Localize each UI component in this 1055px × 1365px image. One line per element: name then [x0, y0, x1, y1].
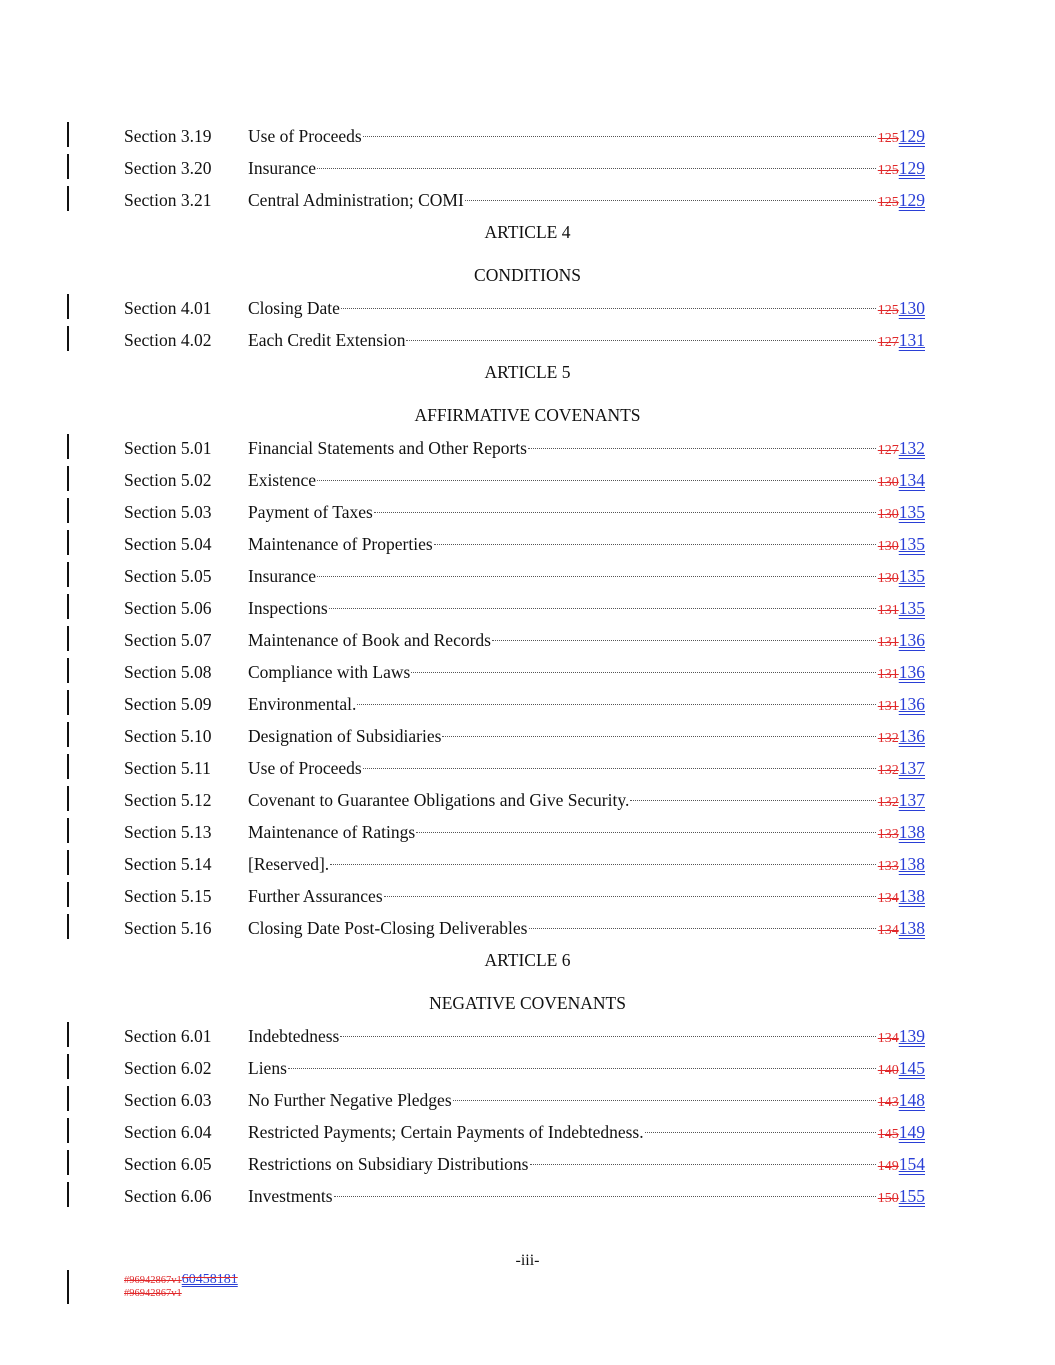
- section-number: Section 5.14: [124, 854, 212, 874]
- dot-leader: [334, 1196, 876, 1197]
- change-bar: [67, 850, 69, 875]
- change-bar: [67, 1022, 69, 1047]
- new-page-number[interactable]: 137: [898, 790, 925, 810]
- toc-row: [124, 692, 925, 716]
- section-number: Section 3.21: [124, 190, 212, 210]
- page-number: -iii-: [515, 1252, 540, 1269]
- toc-row: [124, 628, 925, 652]
- dot-leader: [434, 544, 876, 545]
- section-title[interactable]: Financial Statements and Other Reports: [248, 438, 527, 458]
- dot-leader: [529, 928, 876, 929]
- section-title[interactable]: Closing Date: [248, 298, 340, 318]
- change-bar: [67, 562, 69, 587]
- old-page-number: 132: [877, 731, 899, 746]
- section-number: Section 5.08: [124, 662, 212, 682]
- toc-row: [124, 296, 925, 320]
- old-page-number: 130: [877, 571, 899, 586]
- section-title[interactable]: Existence: [248, 470, 317, 490]
- old-page-number: 132: [877, 795, 899, 810]
- new-page-number[interactable]: 139: [898, 1026, 925, 1046]
- section-title[interactable]: Further Assurances: [248, 886, 383, 906]
- section-title[interactable]: Use of Proceeds: [248, 758, 362, 778]
- toc-row: [124, 724, 925, 748]
- new-page-number[interactable]: 136: [898, 726, 925, 746]
- old-page-number: 143: [877, 1095, 899, 1110]
- change-bar: [67, 466, 69, 491]
- old-doc-id: #96942867v1: [124, 1275, 182, 1286]
- change-bar: [67, 882, 69, 907]
- section-number: Section 6.01: [124, 1026, 212, 1046]
- dot-leader: [340, 1036, 875, 1037]
- section-title[interactable]: Compliance with Laws: [248, 662, 411, 682]
- change-bar: [67, 1054, 69, 1079]
- old-page-number: 134: [877, 891, 899, 906]
- change-bar: [67, 786, 69, 811]
- toc-row: [124, 328, 925, 352]
- toc-row: [124, 468, 925, 492]
- old-page-number: 127: [877, 443, 899, 458]
- toc-row: [124, 156, 925, 180]
- toc-row: [124, 1184, 925, 1208]
- new-page-number[interactable]: 131: [898, 330, 925, 350]
- new-doc-id: 60458181: [181, 1272, 238, 1287]
- section-number: Section 6.03: [124, 1090, 212, 1110]
- dot-leader: [453, 1100, 876, 1101]
- doc-id-line: [124, 1272, 238, 1288]
- dot-leader: [384, 896, 876, 897]
- old-page-number: 145: [877, 1127, 899, 1142]
- dot-leader: [317, 168, 876, 169]
- old-page-number: 125: [877, 303, 899, 318]
- change-bar: [67, 626, 69, 651]
- article-title: NEGATIVE COVENANTS: [429, 993, 626, 1013]
- section-title[interactable]: Maintenance of Book and Records: [248, 630, 491, 650]
- section-number: Section 6.06: [124, 1186, 212, 1206]
- section-title[interactable]: Payment of Taxes: [248, 502, 373, 522]
- dot-leader: [357, 704, 875, 705]
- section-title[interactable]: Indebtedness: [248, 1026, 340, 1046]
- toc-row: [124, 916, 925, 940]
- dot-leader: [416, 832, 876, 833]
- change-bar: [67, 1182, 69, 1207]
- old-page-number: 130: [877, 539, 899, 554]
- section-title[interactable]: Central Administration; COMI: [248, 190, 464, 210]
- toc-row: [124, 756, 925, 780]
- new-page-number[interactable]: 135: [898, 502, 925, 522]
- section-number: Section 5.12: [124, 790, 212, 810]
- section-title[interactable]: Liens: [248, 1058, 287, 1078]
- section-number: Section 5.03: [124, 502, 212, 522]
- dot-leader: [492, 640, 876, 641]
- section-number: Section 5.10: [124, 726, 212, 746]
- section-title[interactable]: Covenant to Guarantee Obligations and Give Security.: [248, 790, 630, 810]
- new-page-number[interactable]: 136: [898, 630, 925, 650]
- section-title[interactable]: Inspections: [248, 598, 328, 618]
- new-page-number[interactable]: 148: [898, 1090, 925, 1110]
- new-page-number[interactable]: 154: [898, 1154, 925, 1174]
- section-number: Section 5.01: [124, 438, 212, 458]
- section-number: Section 5.15: [124, 886, 212, 906]
- toc-row: [124, 596, 925, 620]
- change-bar: [67, 818, 69, 843]
- change-bar: [67, 1270, 69, 1304]
- section-title[interactable]: [Reserved].: [248, 854, 330, 874]
- new-page-number[interactable]: 129: [898, 126, 925, 146]
- section-title[interactable]: Maintenance of Ratings: [248, 822, 416, 842]
- section-number: Section 5.11: [124, 758, 211, 778]
- toc-row: [124, 788, 925, 812]
- change-bar: [67, 1118, 69, 1143]
- toc-row: [124, 188, 925, 212]
- new-page-number[interactable]: 155: [898, 1186, 925, 1206]
- new-page-number[interactable]: 137: [898, 758, 925, 778]
- change-bar: [67, 122, 69, 147]
- dot-leader: [530, 1164, 876, 1165]
- section-title[interactable]: Designation of Subsidiaries: [248, 726, 442, 746]
- old-page-number: 132: [877, 763, 899, 778]
- old-page-number: 127: [877, 335, 899, 350]
- new-page-number[interactable]: 136: [898, 694, 925, 714]
- section-number: Section 5.13: [124, 822, 212, 842]
- new-page-number[interactable]: 135: [898, 566, 925, 586]
- change-bar: [67, 326, 69, 351]
- toc-row: [124, 532, 925, 556]
- section-number: Section 6.04: [124, 1122, 212, 1142]
- toc-row: [124, 124, 925, 148]
- new-page-number[interactable]: 138: [898, 886, 925, 906]
- section-number: Section 5.05: [124, 566, 212, 586]
- section-title[interactable]: Investments: [248, 1186, 333, 1206]
- section-title[interactable]: Restricted Payments; Certain Payments of Indebtedness.: [248, 1122, 644, 1142]
- dot-leader: [363, 768, 876, 769]
- change-bar: [67, 754, 69, 779]
- article-heading: ARTICLE 5: [484, 362, 571, 382]
- change-bar: [67, 294, 69, 319]
- section-number: Section 5.16: [124, 918, 212, 938]
- change-bar: [67, 914, 69, 939]
- section-number: Section 5.04: [124, 534, 212, 554]
- change-bar: [67, 186, 69, 211]
- dot-leader: [363, 136, 876, 137]
- toc-row: [124, 436, 925, 460]
- old-page-number: 130: [877, 507, 899, 522]
- toc-row: [124, 1056, 925, 1080]
- old-page-number: 125: [877, 195, 899, 210]
- new-page-number[interactable]: 135: [898, 534, 925, 554]
- new-page-number[interactable]: 134: [898, 470, 925, 490]
- change-bar: [67, 690, 69, 715]
- change-bar: [67, 154, 69, 179]
- dot-leader: [374, 512, 876, 513]
- old-page-number: 134: [877, 923, 899, 938]
- section-number: Section 5.06: [124, 598, 212, 618]
- new-page-number[interactable]: 136: [898, 662, 925, 682]
- new-page-number[interactable]: 130: [898, 298, 925, 318]
- new-page-number[interactable]: 132: [898, 438, 925, 458]
- old-page-number: 133: [877, 859, 899, 874]
- section-number: Section 6.02: [124, 1058, 212, 1078]
- section-title[interactable]: Closing Date Post-Closing Deliverables: [248, 918, 528, 938]
- change-bar: [67, 434, 69, 459]
- old-page-number: 149: [877, 1159, 899, 1174]
- toc-row: [124, 500, 925, 524]
- article-heading: ARTICLE 6: [484, 950, 571, 970]
- change-bar: [67, 594, 69, 619]
- old-page-number: 131: [877, 603, 899, 618]
- change-bar: [67, 722, 69, 747]
- old-page-number: 134: [877, 1031, 899, 1046]
- section-title[interactable]: Restrictions on Subsidiary Distributions: [248, 1154, 529, 1174]
- old-page-number: 125: [877, 163, 899, 178]
- old-page-number: 150: [877, 1191, 899, 1206]
- article-title: CONDITIONS: [474, 265, 581, 285]
- change-bar: [67, 1086, 69, 1111]
- section-title[interactable]: No Further Negative Pledges: [248, 1090, 452, 1110]
- new-page-number[interactable]: 129: [898, 158, 925, 178]
- article-heading: ARTICLE 4: [484, 222, 571, 242]
- section-number: Section 5.02: [124, 470, 212, 490]
- section-title[interactable]: Use of Proceeds: [248, 126, 362, 146]
- old-page-number: 130: [877, 475, 899, 490]
- toc-row: [124, 564, 925, 588]
- section-number: Section 6.05: [124, 1154, 212, 1174]
- change-bar: [67, 530, 69, 555]
- old-doc-id-2: #96942867v1: [124, 1288, 182, 1299]
- dot-leader: [411, 672, 875, 673]
- new-page-number[interactable]: 138: [898, 822, 925, 842]
- toc-row: [124, 1088, 925, 1112]
- section-number: Section 3.20: [124, 158, 212, 178]
- dot-leader: [317, 480, 876, 481]
- section-title[interactable]: Maintenance of Properties: [248, 534, 433, 554]
- toc-row: [124, 884, 925, 908]
- section-number: Section 5.07: [124, 630, 212, 650]
- article-title: AFFIRMATIVE COVENANTS: [414, 405, 641, 425]
- new-page-number[interactable]: 138: [898, 854, 925, 874]
- section-title[interactable]: Insurance: [248, 158, 317, 178]
- dot-leader: [645, 1132, 876, 1133]
- new-page-number[interactable]: 138: [898, 918, 925, 938]
- change-bar: [67, 1150, 69, 1175]
- dot-leader: [442, 736, 875, 737]
- dot-leader: [465, 200, 876, 201]
- dot-leader: [528, 448, 876, 449]
- section-number: Section 3.19: [124, 126, 212, 146]
- dot-leader: [329, 608, 876, 609]
- dot-leader: [330, 864, 876, 865]
- toc-row: [124, 852, 925, 876]
- toc-row: [124, 1024, 925, 1048]
- dot-leader: [288, 1068, 876, 1069]
- old-page-number: 133: [877, 827, 899, 842]
- toc-row: [124, 820, 925, 844]
- new-page-number[interactable]: 149: [898, 1122, 925, 1142]
- toc-row: [124, 1152, 925, 1176]
- section-title[interactable]: Environmental.: [248, 694, 357, 714]
- change-bar: [67, 498, 69, 523]
- new-page-number[interactable]: 129: [898, 190, 925, 210]
- dot-leader: [406, 340, 875, 341]
- dot-leader: [341, 308, 876, 309]
- old-page-number: 131: [877, 635, 899, 650]
- new-page-number[interactable]: 135: [898, 598, 925, 618]
- section-number: Section 4.01: [124, 298, 212, 318]
- dot-leader: [630, 800, 875, 801]
- old-page-number: 131: [877, 699, 899, 714]
- old-page-number: 125: [877, 131, 899, 146]
- new-page-number[interactable]: 145: [898, 1058, 925, 1078]
- toc-row: [124, 660, 925, 684]
- section-title[interactable]: Each Credit Extension: [248, 330, 406, 350]
- change-bar: [67, 658, 69, 683]
- dot-leader: [317, 576, 876, 577]
- section-number: Section 4.02: [124, 330, 212, 350]
- old-page-number: 131: [877, 667, 899, 682]
- section-title[interactable]: Insurance: [248, 566, 317, 586]
- toc-row: [124, 1120, 925, 1144]
- section-number: Section 5.09: [124, 694, 212, 714]
- old-page-number: 140: [877, 1063, 899, 1078]
